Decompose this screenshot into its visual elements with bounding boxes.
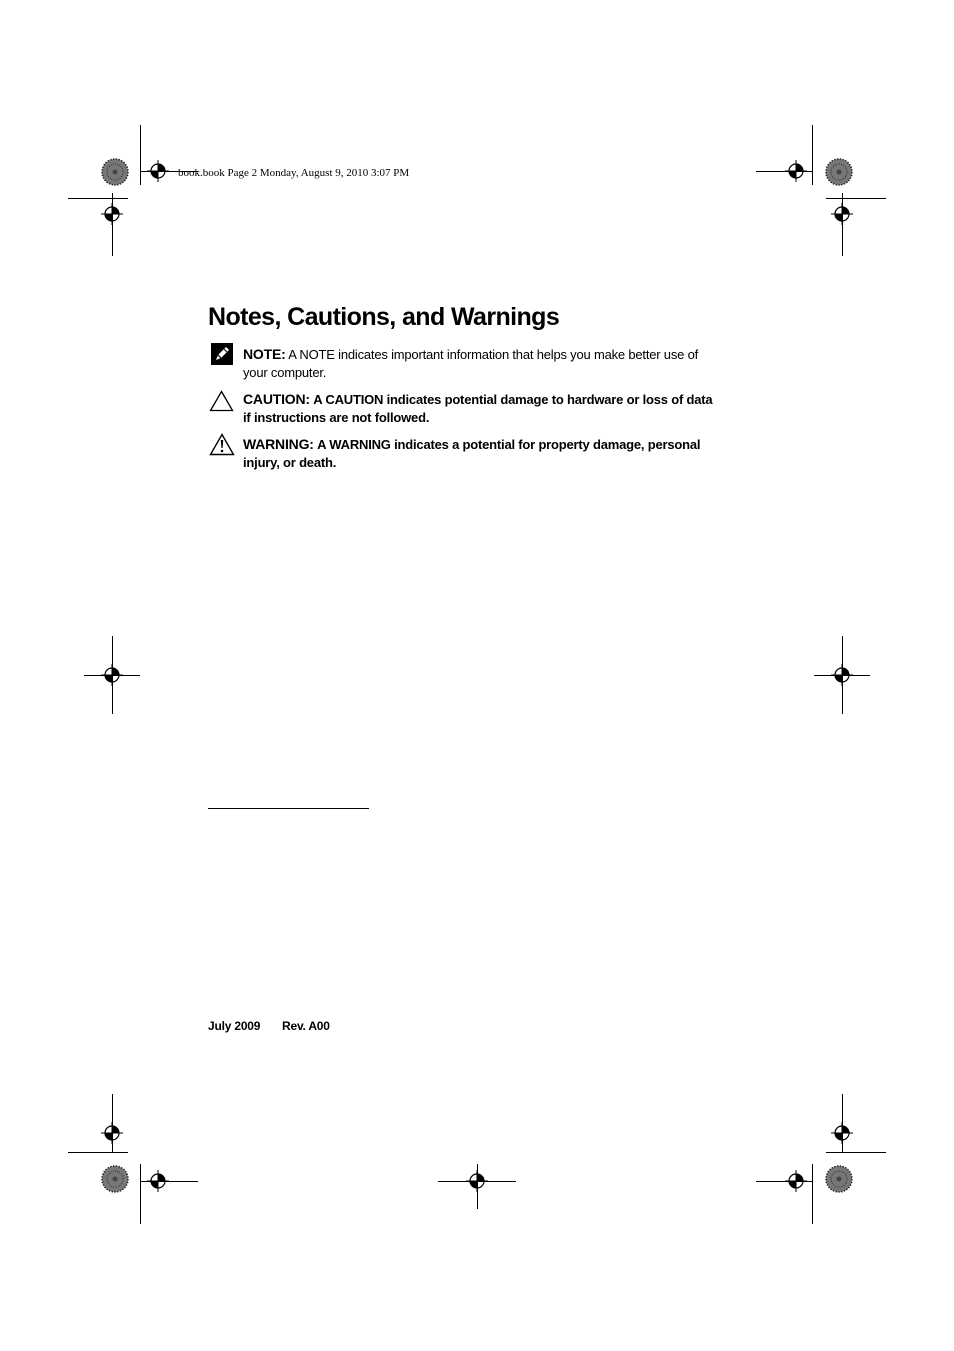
footer-date: July 2009 [208, 1019, 261, 1033]
caution-label: CAUTION: [243, 391, 310, 407]
pencil-icon [211, 343, 233, 365]
warning-notice [243, 435, 723, 472]
warning-label: WARNING: [243, 436, 314, 452]
warning-triangle-icon [209, 433, 235, 456]
caution-notice [243, 390, 723, 427]
footnote-rule [208, 808, 369, 809]
note-notice [243, 345, 723, 382]
page-title: Notes, Cautions, and Warnings [208, 303, 560, 331]
print-slug: book.book Page 2 Monday, August 9, 2010 3:07 PM [178, 167, 410, 179]
warning-text: A WARNING indicates a potential for property damage, personal injury, or death. [243, 437, 701, 470]
note-label: NOTE: [243, 346, 286, 362]
footer-revision: Rev. A00 [282, 1019, 330, 1033]
note-text: A NOTE indicates important information that helps you make better use of your computer. [243, 347, 699, 380]
caution-triangle-icon [209, 390, 234, 412]
caution-text: A CAUTION indicates potential damage to hardware or loss of data if instructions are not followed. [243, 392, 713, 425]
